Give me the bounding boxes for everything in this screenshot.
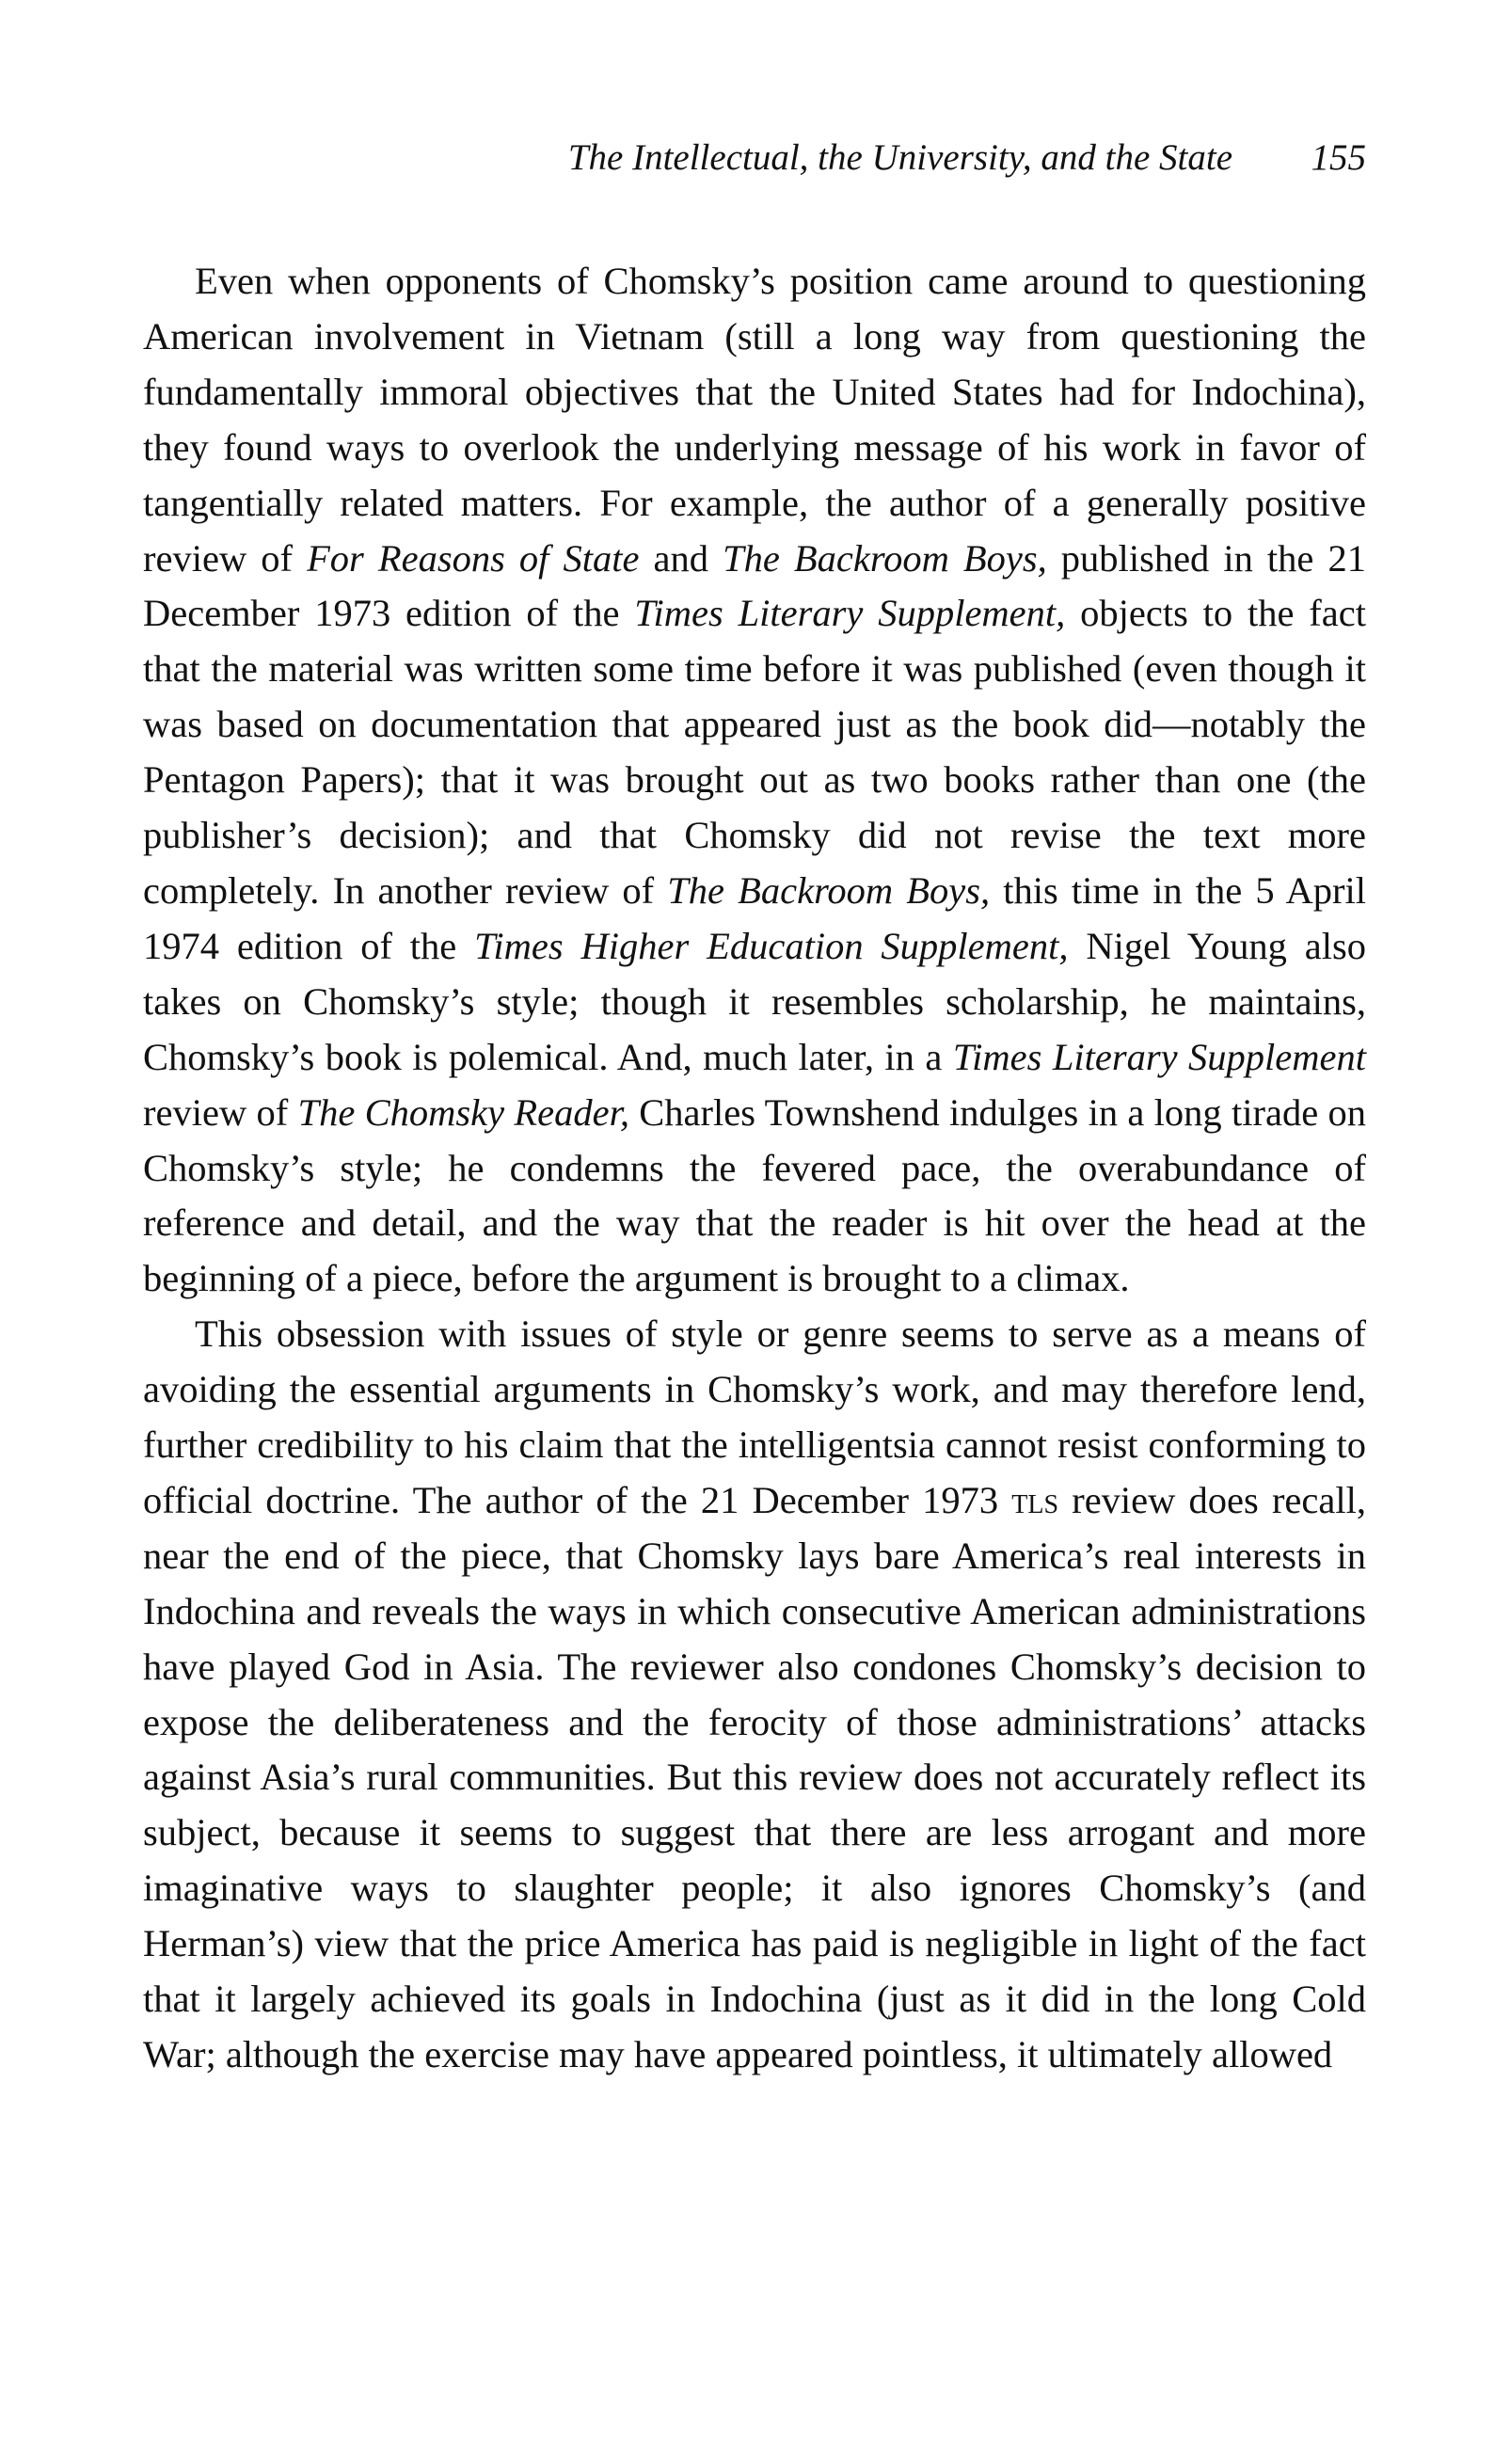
publication-title: Times Higher Education Supplement, — [474, 924, 1069, 967]
publication-title: Times Literary Supplement — [952, 1035, 1367, 1078]
body-text — [143, 254, 1366, 2083]
text-run: this time in the 5 April 1974 edition of the — [143, 868, 1366, 967]
running-head — [143, 130, 1366, 186]
running-head-title: The Intellectual, the University, and the State — [567, 137, 1232, 178]
text-run: Nigel Young also takes on Chomsky’s style; though it resembles scholarship, he maintains, Chomsky’s book is polemical. And, much later, in a — [143, 924, 1366, 1078]
book-title: The Chomsky Reader, — [297, 1090, 629, 1134]
paragraph-2 — [143, 1307, 1366, 2083]
page-number: 155 — [1311, 137, 1366, 178]
abbreviation: tls — [1011, 1478, 1059, 1521]
text-run: published in the 21 December 1973 edition of the — [143, 536, 1366, 635]
text-run: This obsession with issues of style or genre seems to serve as a means of avoiding the essential arguments in Chomsky’s work, and may therefore lend, further credibility to his claim that the intelligentsia cannot resist conforming to official doctrine. The author of the 21 December 1973 — [143, 1312, 1366, 1521]
book-title: The Backroom Boys, — [723, 536, 1047, 580]
text-run: review does recall, near the end of the piece, that Chomsky lays bare America’s real interests in Indochina and reveals the ways in which consecutive American administrations have played God in Asia. The reviewer also condones Chomsky’s decision to expose the deliberateness and the ferocity of those administrations’ attacks against Asia’s rural communities. But this review does not accurately reflect its subject, because it seems to suggest that there are less arrogant and more imaginative ways to slaughter people; it also ignores Chomsky’s (and Herman’s) view that the price America has paid is negligible in light of the fact that it largely achieved its goals in Indochina (just as it did in the long Cold War; although the exercise may have appeared pointless, it ultimately allowed — [143, 1478, 1366, 2075]
text-run: objects to the fact that the material was written some time before it was published (even though it was based on documentation that appeared just as the book did—notably the Pentagon Papers); that it was brought out as two books rather than one (the publisher’s decision); and that Chomsky did not revise the text more completely. In another review of — [143, 592, 1366, 912]
book-title: For Reasons of State — [307, 536, 640, 580]
text-run: review of — [143, 1090, 298, 1134]
publication-title: Times Literary Supplement, — [634, 592, 1066, 635]
text-run: Even when opponents of Chomsky’s position came around to questioning American involvement in Vietnam (still a long way from questioning the fundamentally immoral objectives that the United States had for Indochina), they found ways to overlook the underlying message of his work in favor of tangentially related matters. For example, the author of a generally positive review of — [143, 260, 1366, 580]
book-title: The Backroom Boys, — [667, 868, 991, 912]
text-run: and — [639, 536, 723, 580]
text-run: Charles Townshend indulges in a long tirade on Chomsky’s style; he condemns the fevered pace, the overabundance of reference and detail, and the way that the reader is hit over the head at the beginning of a piece, before the argument is brought to a climax. — [143, 1090, 1366, 1300]
paragraph-1 — [143, 254, 1366, 1307]
